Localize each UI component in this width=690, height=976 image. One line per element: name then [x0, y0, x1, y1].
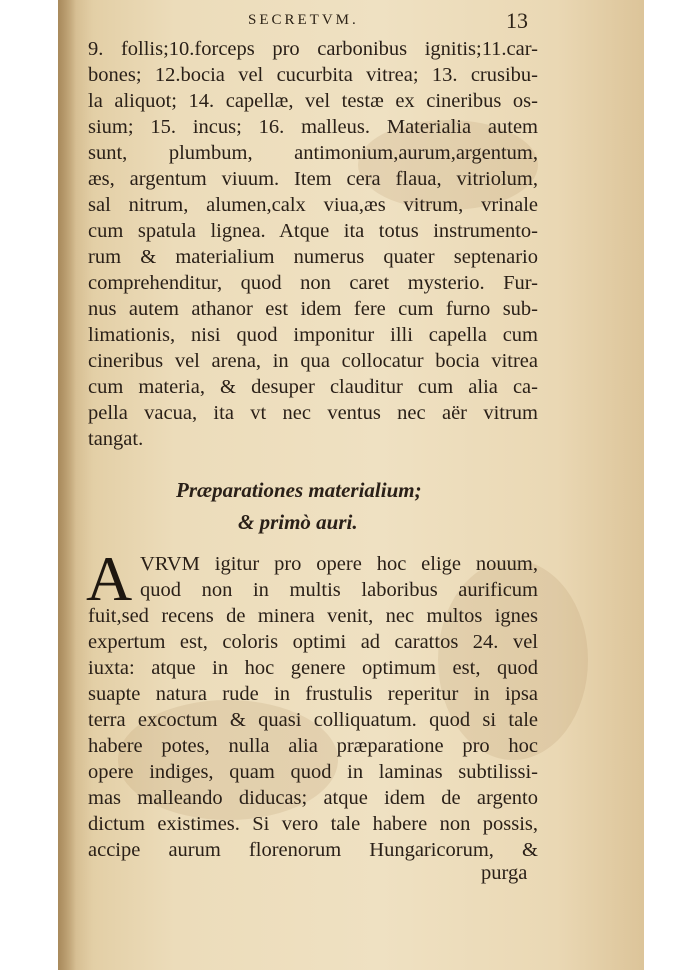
text-line: quod non in multis laboribus aurificum — [140, 579, 538, 601]
text-line: comprehenditur, quod non caret mysterio. Fur- — [88, 272, 538, 294]
text-line: cum spatula lignea. Atque ita totus instrumento- — [88, 220, 538, 242]
catchword: purga — [481, 862, 528, 884]
text-line: cum materia, & desuper clauditur cum alia ca- — [88, 376, 538, 398]
drop-cap-initial: A — [86, 543, 133, 614]
text-line: tangat. — [88, 428, 144, 450]
text-line: VRVM igitur pro opere hoc elige nouum, — [140, 553, 538, 575]
paragraph-text-block — [86, 543, 538, 863]
text-line: suapte natura rude in frustulis reperitur in ipsa — [88, 683, 538, 705]
text-line: bones; 12.bocia vel cucurbita vitrea; 13. crusibu- — [88, 64, 538, 86]
section-heading-line-1: Præparationes materialium; — [176, 478, 422, 502]
text-line: rum & materialium numerus quater septenario — [88, 246, 538, 268]
text-line: dictum existimes. Si vero tale habere non possis, — [88, 813, 538, 835]
text-line: limationis, nisi quod imponitur illi capella cum — [88, 324, 538, 346]
running-title: SECRETVM. — [248, 12, 359, 28]
text-line: expertum est, coloris optimi ad carattos 24. vel — [88, 631, 538, 653]
body-text-block — [88, 36, 538, 452]
text-line: æs, argentum viuum. Item cera flaua, vitriolum, — [88, 168, 538, 190]
text-line: opere indiges, quam quod in laminas subtilissi- — [88, 761, 538, 783]
text-line: sal nitrum, alumen,calx viua,æs vitrum, vrinale — [88, 194, 538, 216]
section-heading-line-2: & primò auri. — [238, 510, 358, 534]
text-line: sium; 15. incus; 16. malleus. Materialia autem — [88, 116, 538, 138]
text-line: iuxta: atque in hoc genere optimum est, quod — [88, 657, 538, 679]
text-line: sunt, plumbum, antimonium,aurum,argentum, — [88, 142, 538, 164]
text-line: habere potes, nulla alia præparatione pro hoc — [88, 735, 538, 757]
text-line: la aliquot; 14. capellæ, vel testæ ex cineribus os- — [88, 90, 538, 112]
page-number: 13 — [506, 8, 528, 33]
text-line: pella vacua, ita vt nec ventus nec aër vitrum — [88, 402, 538, 424]
book-page — [58, 0, 644, 970]
text-line: terra excoctum & quasi colliquatum. quod si tale — [88, 709, 538, 731]
text-line: fuit,sed recens de minera venit, nec multos ignes — [88, 605, 538, 627]
text-line: 9. follis;10.forceps pro carbonibus ignitis;11.car- — [88, 38, 538, 60]
page-header — [58, 6, 644, 36]
text-line: accipe aurum florenorum Hungaricorum, & — [88, 839, 538, 861]
text-line: nus autem athanor est idem fere cum furno sub- — [88, 298, 538, 320]
text-line: mas malleando diducas; atque idem de argento — [88, 787, 538, 809]
text-line: cineribus vel arena, in qua collocatur bocia vitrea — [88, 350, 538, 372]
